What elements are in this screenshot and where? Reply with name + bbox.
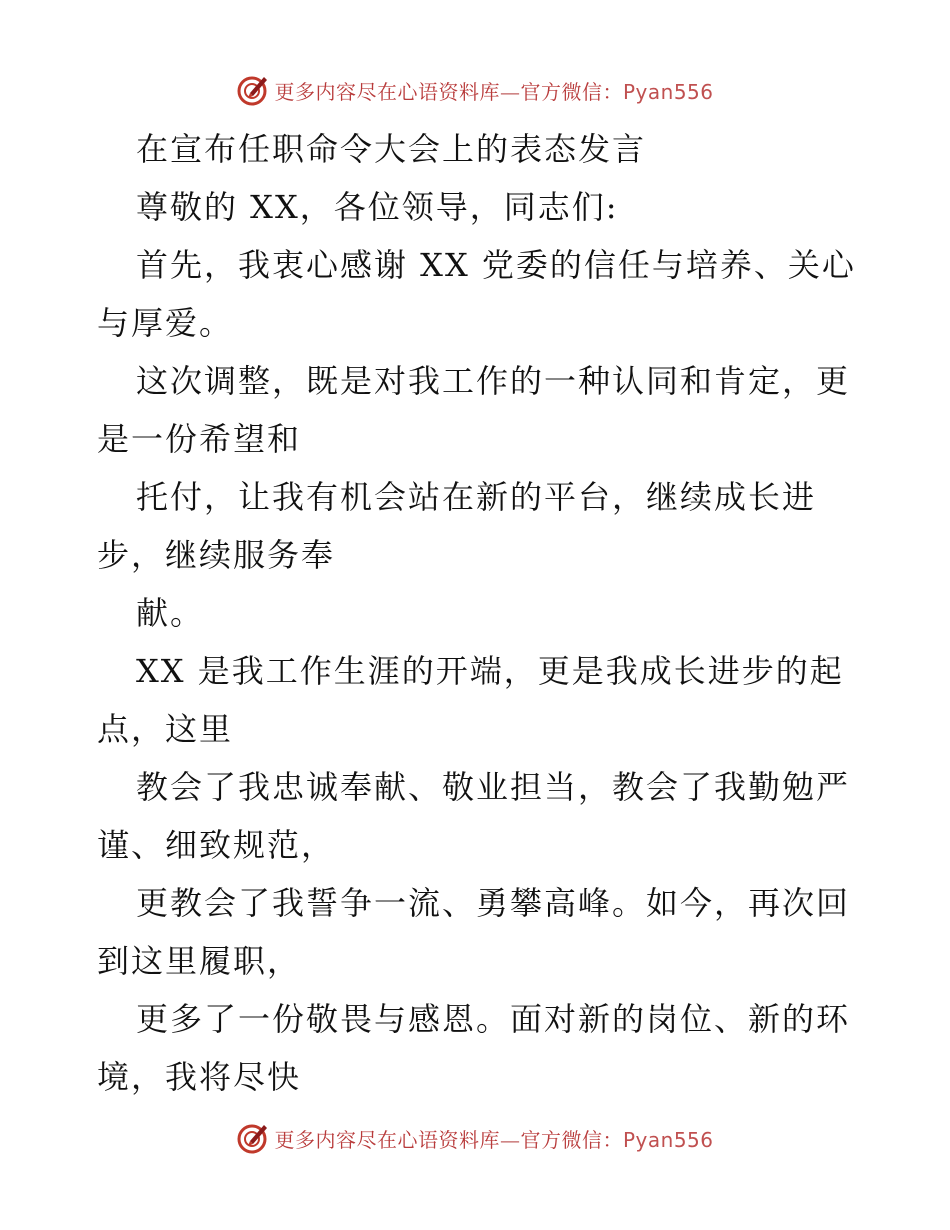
header-watermark-banner	[0, 70, 950, 110]
document-line: 与厚爱。	[97, 304, 234, 342]
document-line: 是一份希望和	[97, 420, 302, 458]
header-banner-id: Pyan556	[622, 79, 714, 104]
document-line: 到这里履职，	[97, 942, 302, 980]
footer-banner-separator: —	[499, 1127, 521, 1152]
document-line: 点，这里	[97, 710, 234, 748]
document-line: 步，继续服务奉	[97, 536, 336, 574]
document-line: 教会了我忠诚奉献、敬业担当，教会了我勤勉严	[136, 768, 851, 806]
footer-watermark-banner	[0, 1118, 950, 1158]
footer-banner-main: 更多内容尽在心语资料库	[274, 1127, 500, 1152]
document-line: 更多了一份敬畏与感恩。面对新的岗位、新的环	[136, 1000, 851, 1038]
document-line: 托付，让我有机会站在新的平台，继续成长进	[136, 478, 817, 516]
document-line: XX 是我工作生涯的开端，更是我成长进步的起	[136, 652, 844, 690]
document-line: 境，我将尽快	[97, 1058, 302, 1096]
footer-banner-contact: 官方微信：	[520, 1127, 623, 1152]
pen-logo-icon	[236, 1121, 270, 1155]
document-line: 尊敬的 XX，各位领导，同志们:	[136, 188, 619, 226]
header-banner-main: 更多内容尽在心语资料库	[274, 79, 500, 104]
header-banner-separator: —	[499, 79, 521, 104]
footer-banner-id: Pyan556	[622, 1127, 714, 1152]
document-line: 这次调整，既是对我工作的一种认同和肯定，更	[136, 362, 851, 400]
pen-logo-icon	[236, 73, 270, 107]
header-banner-contact: 官方微信：	[520, 79, 623, 104]
document-line: 更教会了我誓争一流、勇攀高峰。如今，再次回	[136, 884, 851, 922]
document-line: 谨、细致规范，	[97, 826, 336, 864]
header-banner-text	[274, 76, 713, 105]
document-line: 在宣布任职命令大会上的表态发言	[136, 130, 647, 168]
document-body	[97, 120, 857, 1106]
footer-banner-text	[274, 1124, 713, 1153]
document-line: 献。	[136, 594, 205, 632]
document-line: 首先，我衷心感谢 XX 党委的信任与培养、关心	[136, 246, 856, 284]
